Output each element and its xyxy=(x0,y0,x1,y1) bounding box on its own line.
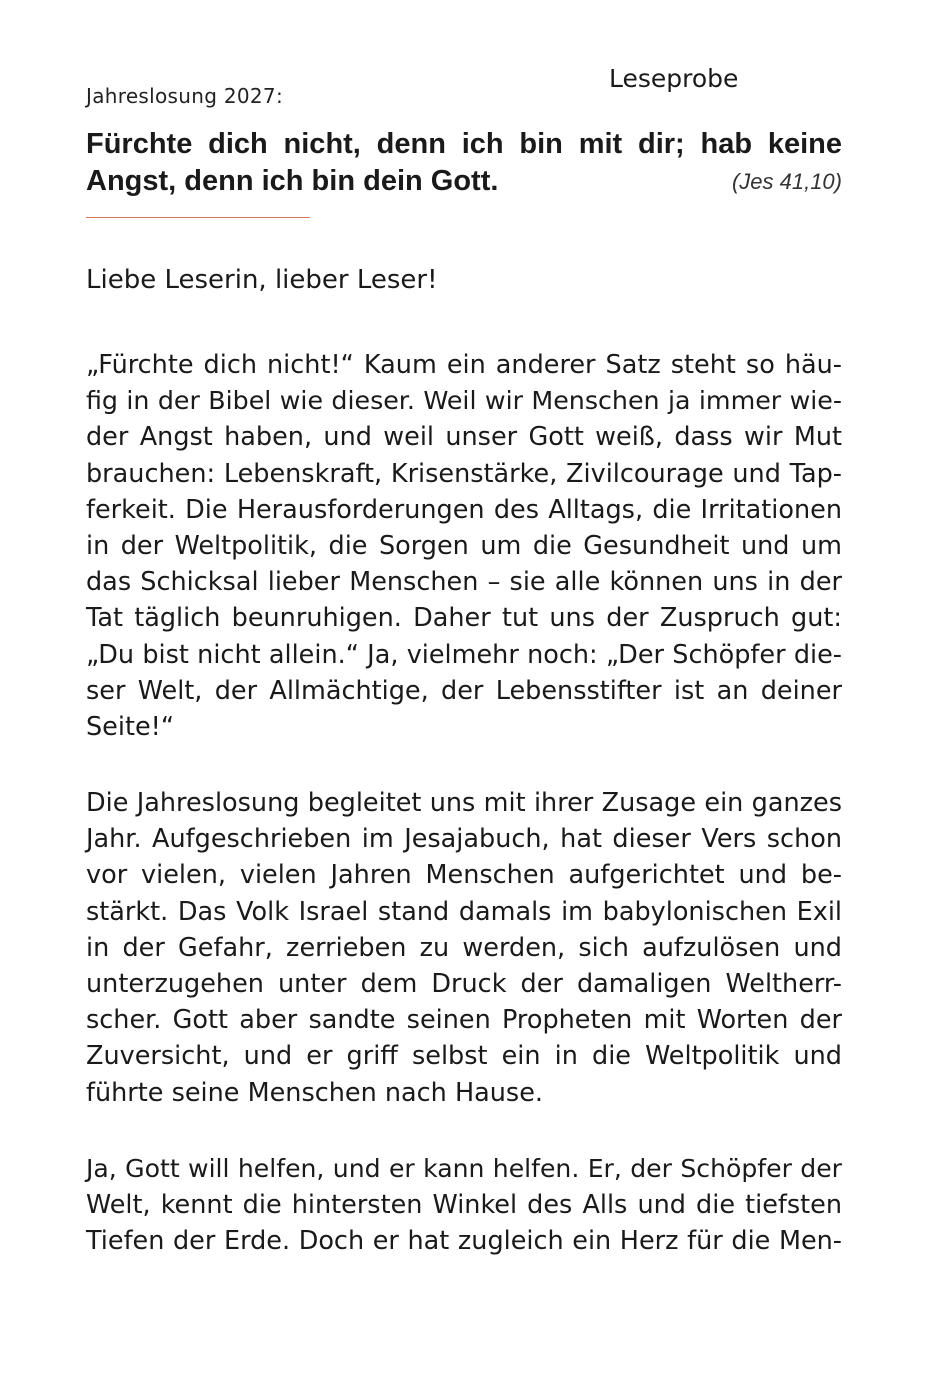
text-line: Die Jahreslosung begleitet uns mit ihrer Zusage ein ganzes xyxy=(86,788,842,818)
text-line: führte seine Menschen nach Hause. xyxy=(86,1077,543,1108)
kicker-label: Jahreslosung 2027: xyxy=(86,84,283,108)
paragraph-3 xyxy=(86,1151,842,1260)
text-line: „Fürchte dich nicht!“ Kaum ein anderer Satz steht so häu- xyxy=(86,350,842,380)
motto-line: Fürchte dich nicht, denn ich bin mit dir; hab keine xyxy=(86,128,842,160)
text-line: ferkeit. Die Herausforderungen des Alltags, die Irritationen xyxy=(86,494,842,525)
annual-motto xyxy=(86,126,842,200)
text-line: scher. Gott aber sandte seinen Propheten mit Worten der xyxy=(86,1005,842,1036)
text-line: Ja, Gott will helfen, und er kann helfen. Er, der Schöpfer der xyxy=(86,1154,842,1183)
divider-rule xyxy=(86,217,310,218)
text-line: brauchen: Lebenskraft, Krisenstärke, Zivilcourage und Tap- xyxy=(86,458,842,489)
bible-reference: (Jes 41,10) xyxy=(731,169,842,194)
text-line: das Schicksal lieber Menschen – sie alle können uns in der xyxy=(86,567,842,598)
text-line: in der Weltpolitik, die Sorgen um die Gesundheit und um xyxy=(86,530,842,561)
text-line: Tiefen der Erde. Doch er hat zugleich ein Herz für die Men- xyxy=(86,1226,842,1257)
text-line: in der Gefahr, zerrieben zu werden, sich aufzulösen und xyxy=(86,932,842,963)
text-line: Seite!“ xyxy=(86,711,175,742)
text-line: Welt, kennt die hintersten Winkel des Alls und die tiefsten xyxy=(86,1190,842,1221)
paragraph-1 xyxy=(86,347,842,745)
text-line: Zuversicht, und er griff selbst ein in die Weltpolitik und xyxy=(86,1041,842,1072)
text-line: ser Welt, der Allmächtige, der Lebensstifter ist an deiner xyxy=(86,675,842,706)
text-line: unterzugehen unter dem Druck der damaligen Weltherr- xyxy=(86,968,842,999)
text-line: Jahr. Aufgeschrieben im Jesajabuch, hat dieser Vers schon xyxy=(86,824,842,855)
text-line: „Du bist nicht allein.“ Ja, vielmehr noch: „Der Schöpfer die- xyxy=(86,639,842,670)
text-line: Tat täglich beunruhigen. Daher tut uns der Zuspruch gut: xyxy=(86,603,842,634)
watermark-leseprobe: Leseprobe xyxy=(609,64,739,93)
salutation: Liebe Leserin, lieber Leser! xyxy=(86,265,438,295)
motto-line: Angst, denn ich bin dein Gott. xyxy=(86,165,499,197)
paragraph-2 xyxy=(86,785,842,1111)
text-line: fig in der Bibel wie dieser. Weil wir Menschen ja immer wie- xyxy=(86,386,842,416)
text-line: der Angst haben, und weil unser Gott weiß, dass wir Mut xyxy=(86,422,842,453)
text-line: stärkt. Das Volk Israel stand damals im babylonischen Exil xyxy=(86,896,842,927)
text-line: vor vielen, vielen Jahren Menschen aufgerichtet und be- xyxy=(86,860,842,891)
